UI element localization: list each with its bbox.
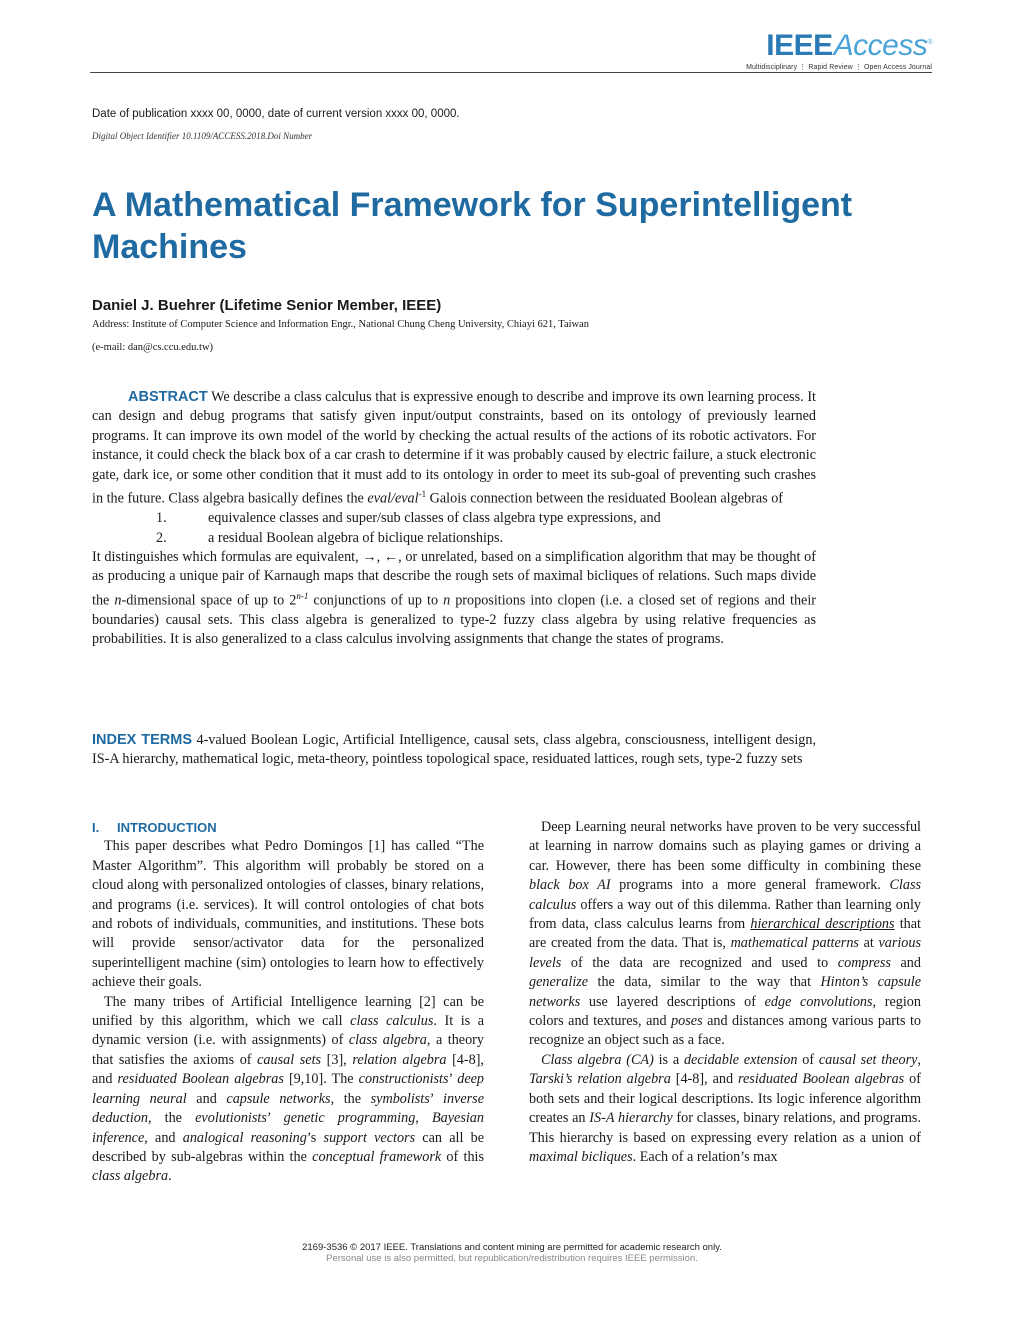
emphasis-text: black box AI	[529, 877, 611, 894]
text-run: . Each of a relation’s max	[632, 1148, 778, 1165]
emphasis-text: class calculus	[350, 1013, 434, 1030]
emphasis-text: causal set theory	[818, 1051, 918, 1068]
emphasis-text: various levels	[529, 935, 922, 971]
right-arrow-icon: →	[362, 548, 377, 565]
emphasis-text: hierarchical descriptions	[750, 916, 895, 933]
abstract-list	[92, 509, 816, 548]
emphasis-text: genetic programming	[283, 1110, 416, 1127]
emphasis-text: residuated Boolean algebras	[117, 1071, 284, 1088]
text-run: , a theory that satisfies the axioms of	[92, 1032, 484, 1068]
section-heading: I. INTRODUCTION	[92, 820, 217, 835]
emphasis-text: edge convolutions	[764, 993, 873, 1010]
index-terms-label: INDEX TERMS	[92, 732, 193, 748]
emphasis-text: inverse deduction	[92, 1090, 484, 1127]
text-run: at	[858, 935, 879, 952]
emphasis-text: conceptual framework	[312, 1148, 442, 1165]
author-name: Daniel J. Buehrer (Lifetime Senior Member, IEEE)	[92, 297, 442, 314]
text-run: of this	[441, 1148, 485, 1165]
emphasis-text: evolutionists	[195, 1110, 267, 1127]
emphasis-text: Class calculus	[529, 877, 921, 913]
emphasis-text: causal sets	[257, 1051, 322, 1068]
left-column	[92, 818, 484, 1187]
text-run: , the	[147, 1110, 196, 1127]
emphasis-text: support vectors	[323, 1129, 416, 1146]
emphasis-text: decidable extension	[683, 1051, 798, 1068]
abstract-paragraph: ABSTRACT We describe a class calculus that is expressive enough to describe and improve its own learning process. It can design and debug programs that satisfy given input/output constraints, based on its ontology of previously learned programs. It can improve its own model of the world by checking the actual results of the actions of its robotic activators. For instance, it could check the black box of a car crash to determine if it was probably caused by electric failure, a stuck electronic gate, dark ice, or some other condition that it must add to its ontology in order to meet its sub-goal of preventing such crashes in the future. Class algebra basically defines the eval/eval$^{-1}$ Galois connection between the residuated Boolean algebras of	[92, 389, 816, 507]
text-run: , region colors and textures, and	[529, 993, 921, 1030]
text-run: .	[168, 1168, 172, 1185]
text-run: of the data are recognized and used to	[561, 954, 838, 971]
author-email: (e-mail: dan@cs.ccu.edu.tw)	[92, 342, 214, 353]
text-run: programs into a more general framework.	[610, 877, 890, 894]
emphasis-text: Hinton’s capsule networks	[529, 974, 921, 1010]
text-run: , and	[144, 1129, 183, 1146]
text-run: and	[890, 954, 921, 971]
emphasis-text: class algebra	[92, 1168, 169, 1185]
text-run: is a	[653, 1051, 684, 1068]
text-run: for classes, binary relations, and programs. This hierarchy is based on expressing every relation as a union of	[529, 1110, 921, 1146]
emphasis-text: Bayesian inference	[92, 1110, 484, 1146]
index-terms: INDEX TERMS 4-valued Boolean Logic, Artificial Intelligence, causal sets, class algebra, consciousness, intelligent design, IS-A hierarchy, mathematical logic, meta-theory, pointless topological space, residuated lattices, rough sets, type-2 fuzzy sets	[92, 732, 816, 768]
text-run: of	[797, 1051, 819, 1068]
doi-line: Digital Object Identifier 10.1109/ACCESS.2018.Doi Number	[92, 131, 313, 141]
copyright-footer: 2169-3536 © 2017 IEEE. Translations and content mining are permitted for academic research only.	[302, 1242, 722, 1253]
text-run: , the	[330, 1090, 371, 1107]
text-run: . It is a dynamic version (i.e. with assignments) of	[92, 1013, 485, 1049]
text-run: offers a way out of this dilemma. Rather than learning only from data, class calculus learns from	[529, 896, 921, 933]
text-run: ’	[448, 1071, 458, 1088]
publication-date: Date of publication xxxx 00, 0000, date of current version xxxx 00, 0000.	[92, 108, 460, 120]
emphasis-text: residuated Boolean algebras	[738, 1071, 905, 1088]
emphasis-text: poses	[671, 1013, 703, 1030]
text-run: ’	[429, 1090, 444, 1107]
emphasis-text: symbolists	[370, 1090, 430, 1107]
emphasis-text: class algebra	[348, 1032, 427, 1049]
journal-logo	[746, 28, 932, 71]
emphasis-text: IS-A hierarchy	[589, 1110, 673, 1127]
copyright-footer-cut: Personal use is also permitted, but republication/redistribution requires IEEE permission.	[326, 1253, 698, 1264]
intro-paragraph-1: This paper describes what Pedro Domingos [1] has called “The Master Algorithm”. This algorithm will probably be stored on a cloud along with personalized ontologies of classes, binary relations, and programs (i.e. services). It will control ontologies of chat bots and robots of individuals, communities, and institutions. These bots will provide sensor/activator data for the personalized superintelligent machine (sim) ontologies to learn how to effectively achieve their goals.	[92, 838, 484, 991]
author-address: Address: Institute of Computer Science and Information Engr., National Chung Cheng University, Chiayi 621, Taiwan	[92, 319, 590, 330]
emphasis-text: deep learning neural	[92, 1071, 485, 1107]
text-run: of both sets and their logical descriptions. Its logic inference algorithm creates an	[529, 1071, 921, 1127]
emphasis-text: Tarski’s relation algebra	[529, 1071, 671, 1088]
text-run: [3],	[321, 1051, 353, 1068]
emphasis-text: relation algebra	[352, 1051, 447, 1068]
text-run: and	[186, 1090, 227, 1107]
abstract-paragraph-2: It distinguishes which formulas are equivalent, →, ←, or unrelated, based on a simplification algorithm that may be thought of as producing a unique pair of Karnaugh maps that describe the rough sets of maximal bicliques of relations. Such maps divide the n-dimensional space of up to 2$^{n-1}$ conjunctions of up to n propositions into clopen (i.e. a closed set of regions and their boundaries) causal sets. This class algebra is generalized to type-2 fuzzy class algebra by using relative frequencies as probabilities. It is also generalized to a class calculus involving assignments that change the states of programs.	[92, 548, 817, 648]
text-run: that are created from the data. That is,	[529, 916, 921, 952]
intro-paragraph-4	[529, 1051, 921, 1167]
text-run: and distances among various parts to recognize an object such as a face.	[529, 1013, 922, 1049]
logo-tagline: Multidisciplinary ⋮ Rapid Review ⋮ Open Access Journal	[746, 64, 932, 71]
text-run: ’s	[306, 1129, 324, 1146]
list-item: 1. equivalence classes and super/sub classes of class algebra type expressions, and	[156, 510, 661, 527]
paper-title: A Mathematical Framework for Superintelligent Machines	[92, 186, 853, 266]
text-run: use layered descriptions of	[580, 993, 765, 1010]
text-run: ’	[266, 1110, 284, 1127]
emphasis-text: analogical reasoning	[182, 1129, 307, 1146]
text-run: Deep Learning neural networks have proven to be very successful at learning in narrow domains such as playing games or driving a car. However, there has been some difficulty in combining these	[529, 819, 921, 874]
list-item: 2. a residual Boolean algebra of biclique relationships.	[156, 529, 504, 546]
text-run: The many tribes of Artificial Intelligence learning [2] can be unified by this algorithm, which we call	[92, 993, 484, 1030]
text-run: [4-8], and	[92, 1051, 484, 1088]
text-run: can all be described by sub-algebras within the	[92, 1129, 484, 1165]
abstract-section	[92, 388, 816, 650]
emphasis-text: constructionists	[358, 1071, 449, 1088]
text-run: ,	[917, 1051, 921, 1068]
emphasis-text: capsule networks	[226, 1090, 331, 1107]
header-rule	[90, 72, 932, 73]
text-run: [9,10]. The	[283, 1071, 359, 1088]
intro-paragraph-3	[529, 818, 921, 1051]
emphasis-text: Class algebra (CA)	[541, 1051, 654, 1068]
text-run: ,	[415, 1110, 432, 1127]
emphasis-text: generalize	[529, 974, 589, 991]
intro-paragraph-2	[92, 993, 484, 1187]
emphasis-text: compress	[837, 954, 891, 971]
abstract-label: ABSTRACT	[128, 389, 208, 405]
text-run: the data, similar to the way that	[588, 974, 821, 991]
left-arrow-icon: ←	[383, 548, 399, 565]
emphasis-text: mathematical patterns	[730, 935, 859, 952]
emphasis-text: maximal bicliques	[529, 1148, 633, 1165]
text-run: [4-8], and	[670, 1071, 739, 1088]
logo-wordmark: IEEEAccess®	[766, 29, 932, 62]
right-column	[529, 818, 921, 1167]
